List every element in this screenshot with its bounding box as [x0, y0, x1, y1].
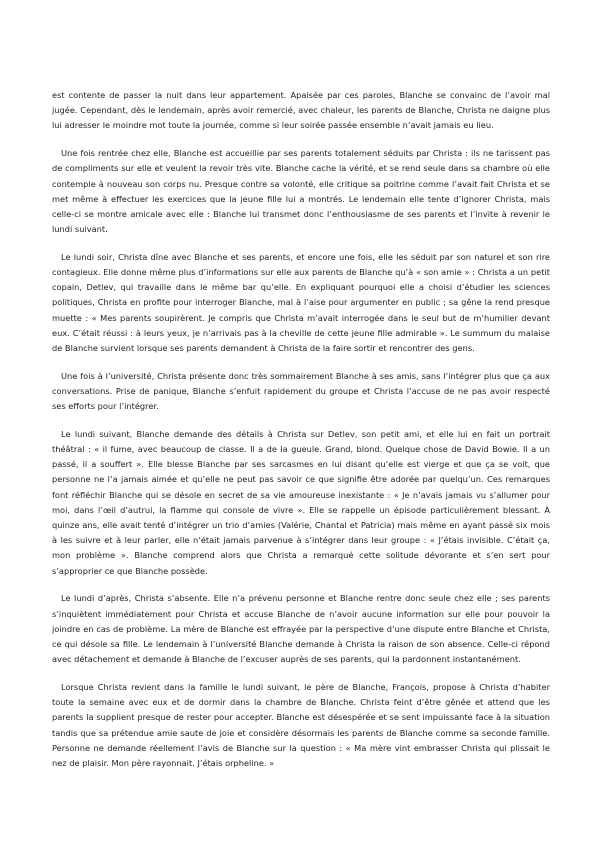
paragraph-1: est contente de passer la nuit dans leur appartement. Apaisée par ces paroles, Blanche se convainc de l’avoir mal jugée. Cependant, dès le lendemain, après avoir remercié, avec chaleur, les parents de Blanche, Christa ne daigne plus lui adresser le moindre mot toute la journée, comme si leur soirée passée ensemble n’avait jamais eu lieu.: [52, 90, 550, 131]
paragraph-6: Le lundi d’après, Christa s’absente. Elle n’a prévenu personne et Blanche rentre donc seule chez elle ; ses parents s’inquiètent immédiatement pour Christa et accuse Blanche de n’avoir aucune information sur elle pour pouvoir la joindre en cas de problème. La mère de Blanche est effrayée par la perspective d’une dispute entre Blanche et Christa, ce qui désole sa fille. Le lendemain à l’université Blanche demande à Christa la raison de son absence. Celle-ci répond avec détachement et demande à Blanche de l’excuser auprès de ses parents, qui la pardonnent instantanément.: [52, 593, 550, 665]
paragraph-5: Le lundi suivant, Blanche demande des détails à Christa sur Detlev, son petit ami, et elle lui en fait un portrait théâtral : « il fume, avec beaucoup de classe. Il a de la gueule. Grand, blond. Quelque chose de David Bowie. Il a un passé, il a souffert ». Elle blesse Blanche par ses sarcasmes en lui disant qu’elle est vierge et que ça se voit, que personne ne l’a jamais aimée et qu’elle ne peut pas savoir ce que signifie être adorée par quelqu’un. Ces remarques font réfléchir Blanche qui se désole en secret de sa vie amoureuse inexistante : « Je n’avais jamais vu s’allumer pour moi, dans l’œil d’autrui, la flamme qui console de vivre ». Elle se rappelle un épisode particulièrement blessant. À quinze ans, elle avait tenté d’intégrer un trio d’amies (Valérie, Chantal et Patricia) mais même en ayant passé six mois à les suivre et à leur parler, elle n’était jamais parvenue à s’intégrer dans leur groupe : « J’étais invisible. C’était ça, mon problème ». Blanche comprend alors que Christa a remarqué cette solitude dévorante et s’en sert pour s’approprier ce que Blanche possède.: [52, 428, 550, 576]
paragraph-7: Lorsque Christa revient dans la famille le lundi suivant, le père de Blanche, François, propose à Christa d’habiter toute la semaine avec eux et de dormir dans la chambre de Blanche. Christa feint d’être gênée et attend que les parents la supplient presque de rester pour accepter. Blanche est désespérée et se sent impuissante face à la situation tandis que sa prétendue amie saute de joie et considère désormais les parents de Blanche comme sa seconde famille. Personne ne demande réellement l’avis de Blanche sur la question : « Ma mère vint embrasser Christa qui plissait le nez de plaisir. Mon père rayonnait. J’étais orpheline. »: [52, 681, 550, 768]
paragraph-3: Le lundi soir, Christa dîne avec Blanche et ses parents, et encore une fois, elle les séduit par son naturel et son rire contagieux. Elle donne même plus d’informations sur elle aux parents de Blanche qu’à « son amie » : Christa a un petit copain, Detlev, qui travaille dans le même bar qu’elle. En expliquant pourquoi elle a choisi d’étudier les sciences politiques, Christa en profite pour interroger Blanche, mal à l’aise pour argumenter en public ; sa gêne la rend presque muette : « Mes parents soupirèrent. Je compris que Christa m’avait interrogée dans le seul but de m’humilier devant eux. C’était réussi : à leurs yeux, je n’arrivais pas à la cheville de cette jeune fille admirable ». Le summum du malaise de Blanche survient lorsque ses parents demandent à Christa de la faire sortir et rencontrer des gens.: [52, 251, 550, 354]
paragraph-2: Une fois rentrée chez elle, Blanche est accueillie par ses parents totalement séduits par Christa : ils ne tarissent pas de compliments sur elle et veulent la revoir très vite. Blanche cache la vérité, et se rend seule dans sa chambre où elle contemple à nouveau son corps nu. Presque contre sa volonté, elle critique sa poitrine comme l’avait fait Christa et se met même à effectuer les exercices que la jeune fille lui a montrés. Le lendemain elle tente d’ignorer Christa, mais celle-ci se montre amicale avec elle : Blanche lui transmet donc l’enthousiasme de ses parents et l’invite à revenir le lundi suivant.: [52, 148, 550, 235]
paragraph-4: Une fois à l’université, Christa présente donc très sommairement Blanche à ses amis, sans l’intégrer plus que ça aux conversations. Prise de panique, Blanche s’enfuit rapidement du groupe et Christa l’accuse de ne pas avoir respecté ses efforts pour l’intégrer.: [52, 370, 550, 412]
document-page: [52, 88, 550, 784]
